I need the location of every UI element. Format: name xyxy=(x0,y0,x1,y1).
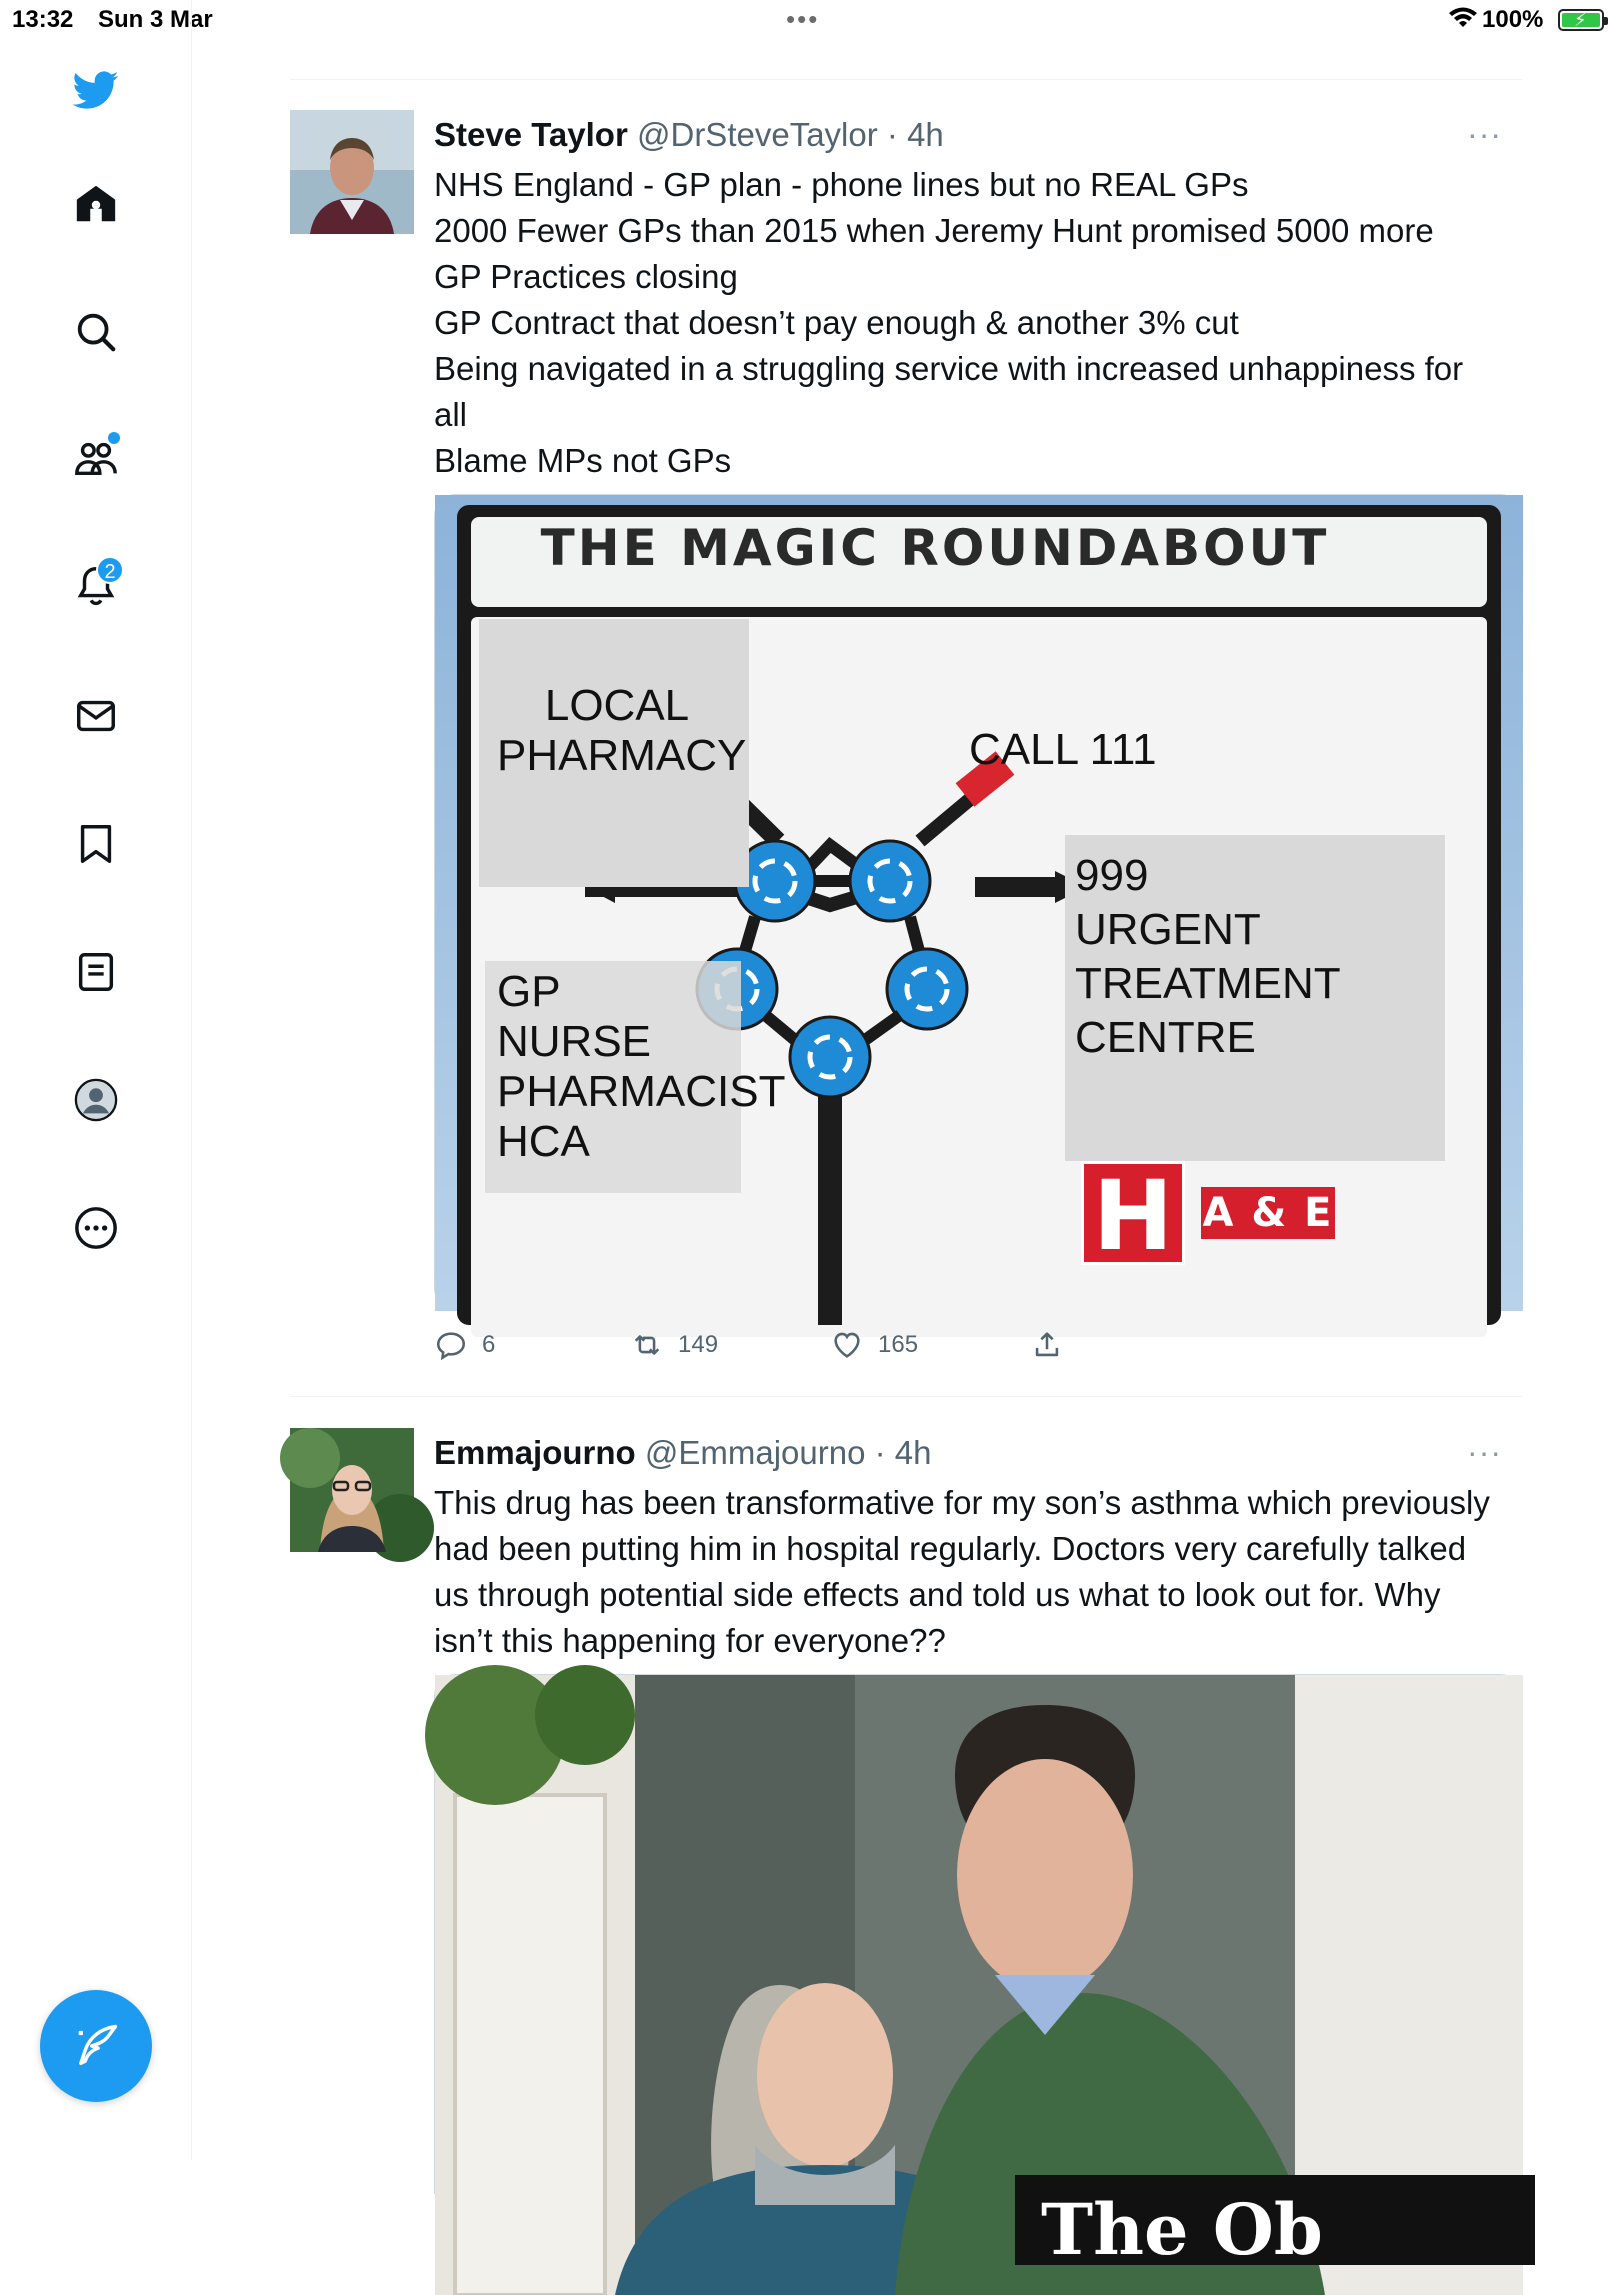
reply-icon xyxy=(434,1328,468,1362)
previous-tweet-remnant xyxy=(290,36,1522,80)
notifications-icon[interactable] xyxy=(66,556,126,616)
bookmarks-icon[interactable] xyxy=(66,814,126,874)
avatar[interactable] xyxy=(290,1428,414,1552)
sign-text: CENTRE xyxy=(1075,1013,1256,1062)
lists-icon[interactable] xyxy=(66,942,126,1002)
author-handle[interactable]: @Emmajourno xyxy=(644,1434,866,1471)
author-name[interactable]: Steve Taylor xyxy=(434,116,628,153)
sign-label-urgent xyxy=(1075,849,1341,1065)
home-icon[interactable] xyxy=(66,174,126,234)
heart-icon xyxy=(830,1328,864,1362)
tweet-image[interactable] xyxy=(434,494,1522,1310)
tweet-line: NHS England - GP plan - phone lines but no REAL GPs xyxy=(434,166,1249,203)
tweet-divider xyxy=(290,1396,1522,1397)
sign-label-pharmacy xyxy=(497,681,747,781)
sign-text: HCA xyxy=(497,1117,590,1166)
avatar[interactable] xyxy=(290,110,414,234)
status-date: Sun 3 Mar xyxy=(98,6,213,33)
notifications-badge: 2 xyxy=(96,556,124,584)
tweet-line: This drug has been transformative for my son’s asthma which previously had been putting him in hospital regularly. Doctors very carefully talked us through potential side effects and told us what to look out for. Why isn’t this happening for everyone?? xyxy=(434,1484,1490,1659)
sign-text: PHARMACIST xyxy=(497,1067,786,1116)
tweet-actions xyxy=(434,1328,1522,1368)
sign-text: TREATMENT xyxy=(1075,959,1341,1008)
reply-button[interactable] xyxy=(434,1328,495,1362)
tweet-text xyxy=(434,1480,1504,1664)
header-separator: · xyxy=(886,116,898,153)
status-bar xyxy=(0,0,1620,40)
retweet-icon xyxy=(630,1328,664,1362)
like-count: 165 xyxy=(878,1331,919,1358)
twitter-logo-icon[interactable] xyxy=(66,60,126,120)
ae-sign: A & E xyxy=(1201,1187,1335,1239)
communities-icon[interactable] xyxy=(66,428,126,488)
author-name[interactable]: Emmajourno xyxy=(434,1434,636,1471)
status-time: 13:32 xyxy=(12,6,74,33)
tweet-header xyxy=(434,116,944,154)
reply-count: 6 xyxy=(482,1331,496,1358)
sign-label-call: CALL 111 xyxy=(969,725,1157,774)
battery-icon: ⚡ xyxy=(1558,9,1604,31)
sign-text: NURSE xyxy=(497,1017,652,1066)
hospital-sign: H xyxy=(1081,1161,1185,1265)
tweet-line: Blame MPs not GPs xyxy=(434,442,732,479)
search-icon[interactable] xyxy=(66,302,126,362)
retweet-count: 149 xyxy=(678,1331,719,1358)
tweet-more-icon[interactable]: ··· xyxy=(1467,116,1502,152)
sign-text: 999 xyxy=(1075,851,1149,900)
photo-caption: The Ob xyxy=(1015,2175,1535,2265)
tweet-age[interactable]: 4h xyxy=(894,1434,932,1471)
sign-text: GP xyxy=(497,967,561,1016)
tweet-text xyxy=(434,162,1504,484)
tweet-age[interactable]: 4h xyxy=(907,116,944,153)
like-button[interactable] xyxy=(830,1328,918,1362)
profile-icon[interactable] xyxy=(66,1070,126,1130)
multitasking-dots-icon[interactable]: ••• xyxy=(786,4,820,34)
tweet-header xyxy=(434,1434,932,1472)
sign-text: URGENT xyxy=(1075,905,1261,954)
tweet-line: 2000 Fewer GPs than 2015 when Jeremy Hunt promised 5000 more xyxy=(434,212,1434,249)
sign-title: THE MAGIC ROUNDABOUT xyxy=(540,519,1330,577)
author-handle[interactable]: @DrSteveTaylor xyxy=(636,116,878,153)
battery-percent: 100% xyxy=(1482,6,1544,33)
sign-label-gp xyxy=(497,967,785,1167)
tweet-image[interactable] xyxy=(434,1674,1522,2271)
communities-unread-dot xyxy=(108,432,120,444)
header-separator: · xyxy=(874,1434,886,1471)
tweet-line: Being navigated in a struggling service with increased unhappiness for all xyxy=(434,350,1464,433)
compose-tweet-icon xyxy=(70,2020,122,2072)
tweet-line: GP Practices closing xyxy=(434,258,738,295)
sign-text: LOCAL xyxy=(544,681,690,730)
messages-icon[interactable] xyxy=(66,686,126,746)
more-icon[interactable] xyxy=(66,1198,126,1258)
compose-tweet-button[interactable] xyxy=(40,1990,152,2102)
wifi-icon xyxy=(1448,6,1478,30)
share-button[interactable] xyxy=(1030,1328,1064,1362)
sidebar xyxy=(0,0,192,2160)
tweet-line: GP Contract that doesn’t pay enough & another 3% cut xyxy=(434,304,1239,341)
retweet-button[interactable] xyxy=(630,1328,718,1362)
sign-text: PHARMACY xyxy=(497,731,747,780)
share-icon xyxy=(1030,1328,1064,1362)
tweet-more-icon[interactable]: ··· xyxy=(1467,1434,1502,1470)
